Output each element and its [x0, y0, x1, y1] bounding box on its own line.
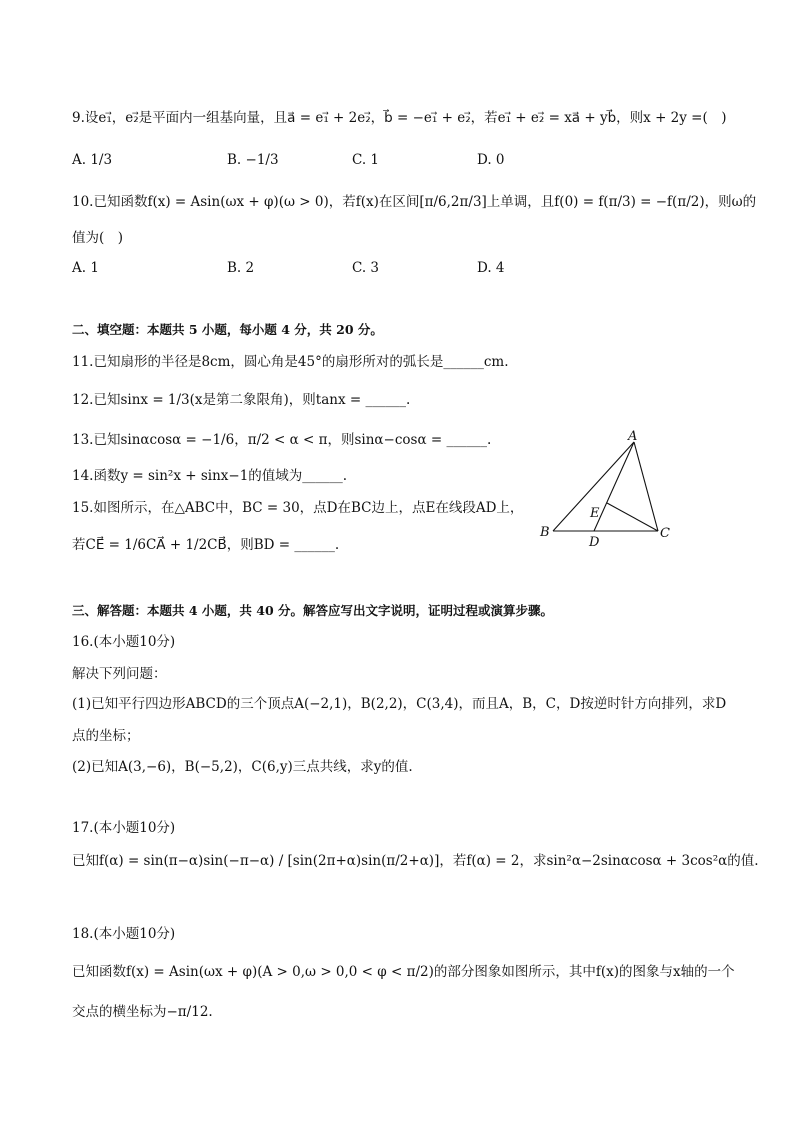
question-15-line2: 若CE⃗ = 1/6CA⃗ + 1/2CB⃗，则BD = ______.: [72, 537, 340, 553]
question-13-text: 13.已知sinαcosα = −1/6，π/2 < α < π，则sinα−cosα = ______.: [72, 432, 492, 448]
question-10-line2: 值为( ): [72, 230, 124, 246]
label-a: A: [628, 429, 638, 444]
question-16-part1-line2: 点的坐标；: [72, 728, 140, 744]
triangle-figure: [536, 428, 676, 548]
question-18-line2: 交点的横坐标为−π/12.: [72, 1004, 213, 1020]
question-15-line1: 15.如图所示，在△ABC中，BC = 30，点D在BC边上，点E在线段AD上，: [72, 500, 524, 516]
question-12-text: 12.已知sinx = 1/3(x是第二象限角)，则tanx = ______.: [72, 392, 411, 408]
question-18-header: 18.(本小题10分): [72, 926, 176, 942]
question-17-header: 17.(本小题10分): [72, 820, 176, 836]
q9-option-b: B. −1/3: [227, 152, 279, 168]
q9-option-c: C. 1: [352, 152, 380, 168]
question-17-text: 已知f(α) = sin(π−α)sin(−π−α) / [sin(2π+α)sin(π/2+α)]，若f(α) = 2，求sin²α−2sinαcosα + 3cos²α的值.: [72, 853, 759, 869]
question-10-line1: 10.已知函数f(x) = Asin(ωx + φ)(ω > 0)，若f(x)在区间[π/6,2π/3]上单调，且f(0) = f(π/3) = −f(π/2)，则ω的: [72, 194, 757, 210]
question-16-intro: 解决下列问题：: [72, 666, 167, 682]
question-9-text: 9.设e₁⃗，e₂⃗是平面内一组基向量，且a⃗ = e₁⃗ + 2e₂⃗，b⃗ = −e₁⃗ + e₂⃗，若e₁⃗ + e₂⃗ = xa⃗ + yb⃗，则x + 2y =( ): [72, 110, 727, 126]
segment-ec: [607, 503, 658, 531]
section-3-title: 三、解答题：本题共 4 小题，共 40 分。解答应写出文字说明，证明过程或演算步骤。: [72, 603, 554, 618]
question-16-part1-line1: (1)已知平行四边形ABCD的三个顶点A(−2,1)，B(2,2)，C(3,4)，而且A，B，C，D按逆时针方向排列，求D: [72, 696, 727, 712]
label-c: C: [660, 526, 670, 541]
question-14-text: 14.函数y = sin²x + sinx−1的值域为______.: [72, 468, 348, 484]
question-18-line1: 已知函数f(x) = Asin(ωx + φ)(A > 0,ω > 0,0 < φ < π/2)的部分图象如图所示，其中f(x)的图象与x轴的一个: [72, 964, 735, 980]
side-ac: [634, 442, 658, 531]
label-d: D: [589, 535, 600, 548]
question-16-part2: (2)已知A(3,−6)，B(−5,2)，C(6,y)三点共线，求y的值.: [72, 759, 413, 775]
q9-option-a: A. 1/3: [72, 152, 113, 168]
q9-option-d: D. 0: [477, 152, 505, 168]
question-11-text: 11.已知扇形的半径是8cm，圆心角是45°的扇形所对的弧长是______cm.: [72, 354, 509, 370]
section-2-title: 二、填空题：本题共 5 小题，每小题 4 分，共 20 分。: [72, 322, 383, 337]
segment-ad: [594, 442, 634, 531]
label-b: B: [540, 525, 550, 540]
q10-option-d: D. 4: [477, 260, 505, 276]
q10-option-b: B. 2: [227, 260, 255, 276]
q10-option-a: A. 1: [72, 260, 99, 276]
q10-option-c: C. 3: [352, 260, 380, 276]
question-16-header: 16.(本小题10分): [72, 634, 176, 650]
label-e: E: [590, 506, 600, 521]
